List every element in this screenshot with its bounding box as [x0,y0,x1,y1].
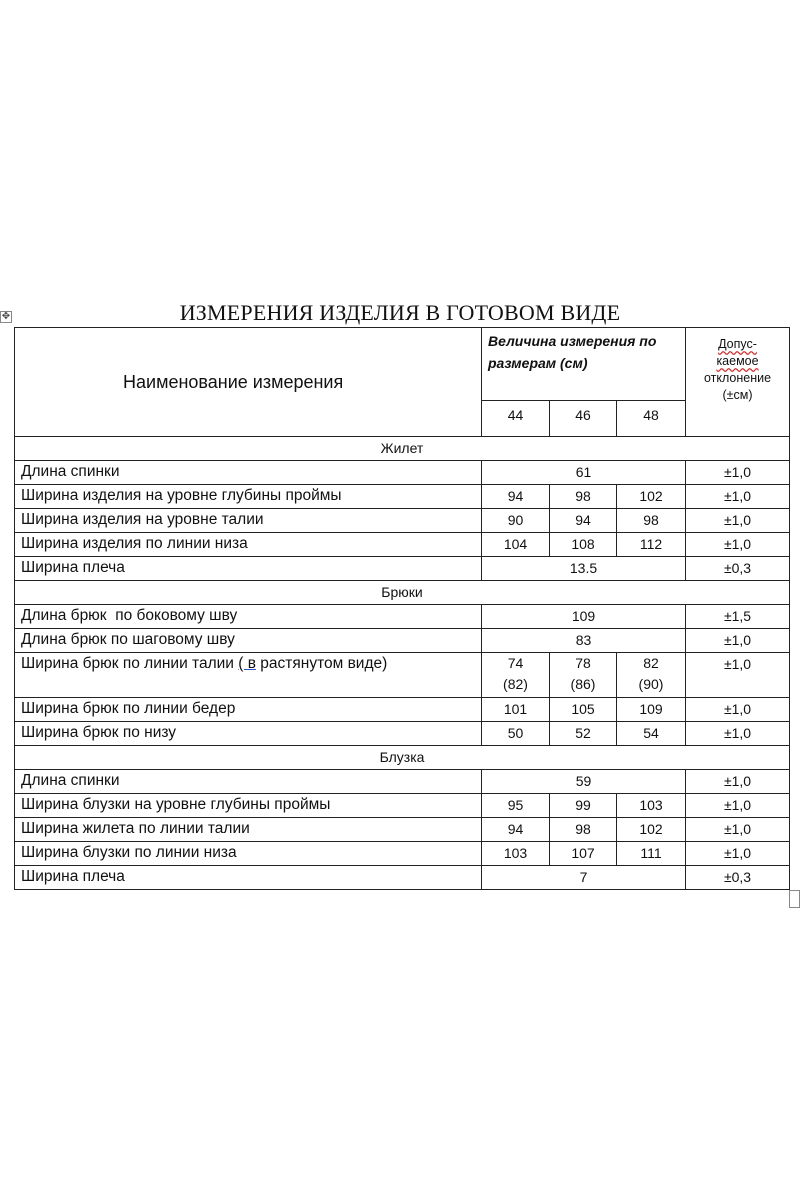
table-row [15,557,790,581]
measurement-name: Длина брюк по шаговому шву [15,629,482,653]
section-row-trousers [15,581,790,605]
value-46: 99 [550,794,617,818]
tolerance-value: ±1,0 [686,842,790,866]
value-46: 107 [550,842,617,866]
size-44: 44 [482,401,550,437]
value-44: 95 [482,794,550,818]
value-48: 102 [617,485,686,509]
measurement-name-part: растянутом виде) [255,655,388,672]
table-row [15,485,790,509]
value-48-main: 82 [643,655,659,671]
value-46: 52 [550,722,617,746]
measurement-name: Ширина брюк по низу [15,722,482,746]
header-tolerance [686,328,790,437]
table-row [15,818,790,842]
measurement-name: Ширина блузки на уровне глубины проймы [15,794,482,818]
measurements-table [14,327,790,890]
value-44: 90 [482,509,550,533]
tolerance-value: ±1,0 [686,722,790,746]
measurement-name: Ширина блузки по линии низа [15,842,482,866]
measurement-name: Длина брюк по боковому шву [15,605,482,629]
value-48 [617,653,686,698]
section-label-vest: Жилет [15,437,790,461]
header-size-values [482,328,686,401]
measurement-name-note: ( в [238,655,256,672]
measurement-name: Длина спинки [15,770,482,794]
table-row [15,509,790,533]
header-size-line2: размерам (см) [488,355,588,371]
merged-value: 61 [482,461,686,485]
tolerance-value: ±1,0 [686,485,790,509]
value-48: 109 [617,698,686,722]
value-44: 94 [482,485,550,509]
value-46: 105 [550,698,617,722]
table-row [15,461,790,485]
measurement-name: Ширина плеча [15,557,482,581]
measurement-name: Ширина жилета по линии талии [15,818,482,842]
header-tol-line1: Допус- [718,337,757,351]
header-row [15,328,790,401]
table-row [15,770,790,794]
tolerance-value: ±1,0 [686,533,790,557]
size-46: 46 [550,401,617,437]
section-row-vest [15,437,790,461]
section-label-blouse: Блузка [15,746,790,770]
value-44: 101 [482,698,550,722]
measurement-name: Ширина изделия на уровне талии [15,509,482,533]
value-46 [550,653,617,698]
value-46: 98 [550,485,617,509]
value-46: 108 [550,533,617,557]
value-44-stretched: (82) [503,676,528,692]
measurement-name: Длина спинки [15,461,482,485]
section-row-blouse [15,746,790,770]
measurement-name [15,653,482,698]
header-tol-line4: (±см) [722,388,753,402]
value-46: 94 [550,509,617,533]
table-row [15,842,790,866]
tolerance-value: ±1,5 [686,605,790,629]
table-row [15,653,790,698]
value-46-stretched: (86) [570,676,596,692]
value-48-stretched: (90) [638,676,664,692]
tolerance-value: ±1,0 [686,698,790,722]
value-46-main: 78 [575,655,591,671]
value-48: 98 [617,509,686,533]
header-tol-line2: каемое [716,354,759,368]
size-48: 48 [617,401,686,437]
merged-value: 83 [482,629,686,653]
value-44: 103 [482,842,550,866]
value-44 [482,653,550,698]
value-48: 102 [617,818,686,842]
tolerance-value: ±1,0 [686,653,790,698]
tolerance-value: ±0,3 [686,866,790,890]
merged-value: 109 [482,605,686,629]
table-row [15,533,790,557]
merged-value: 59 [482,770,686,794]
tolerance-value: ±1,0 [686,509,790,533]
table-resize-handle[interactable] [789,890,800,908]
table-move-handle[interactable]: ✥ [1,311,11,322]
tolerance-value: ±1,0 [686,629,790,653]
value-44-main: 74 [507,655,524,671]
value-46: 98 [550,818,617,842]
value-48: 112 [617,533,686,557]
value-44: 94 [482,818,550,842]
table-row [15,605,790,629]
value-48: 103 [617,794,686,818]
table-row [15,722,790,746]
table-row [15,866,790,890]
measurement-name: Ширина изделия по линии низа [15,533,482,557]
header-size-line1: Величина измерения по [488,333,657,349]
document-title: ИЗМЕРЕНИЯ ИЗДЕЛИЯ В ГОТОВОМ ВИДЕ [179,300,621,325]
value-48: 111 [617,842,686,866]
section-label-trousers: Брюки [15,581,790,605]
tolerance-value: ±0,3 [686,557,790,581]
header-tol-line3: отклонение [703,371,772,385]
tolerance-value: ±1,0 [686,461,790,485]
table-row [15,698,790,722]
measurement-name: Ширина брюк по линии бедер [15,698,482,722]
table-row [15,629,790,653]
table-row [15,794,790,818]
tolerance-value: ±1,0 [686,794,790,818]
value-44: 104 [482,533,550,557]
measurement-name: Ширина плеча [15,866,482,890]
value-48: 54 [617,722,686,746]
merged-value: 7 [482,866,686,890]
tolerance-value: ±1,0 [686,770,790,794]
value-44: 50 [482,722,550,746]
merged-value: 13.5 [482,557,686,581]
measurement-name-part: Ширина брюк по линии талии [21,655,239,672]
measurement-name: Ширина изделия на уровне глубины проймы [15,485,482,509]
header-measurement-name: Наименование измерения [15,328,482,437]
tolerance-value: ±1,0 [686,818,790,842]
